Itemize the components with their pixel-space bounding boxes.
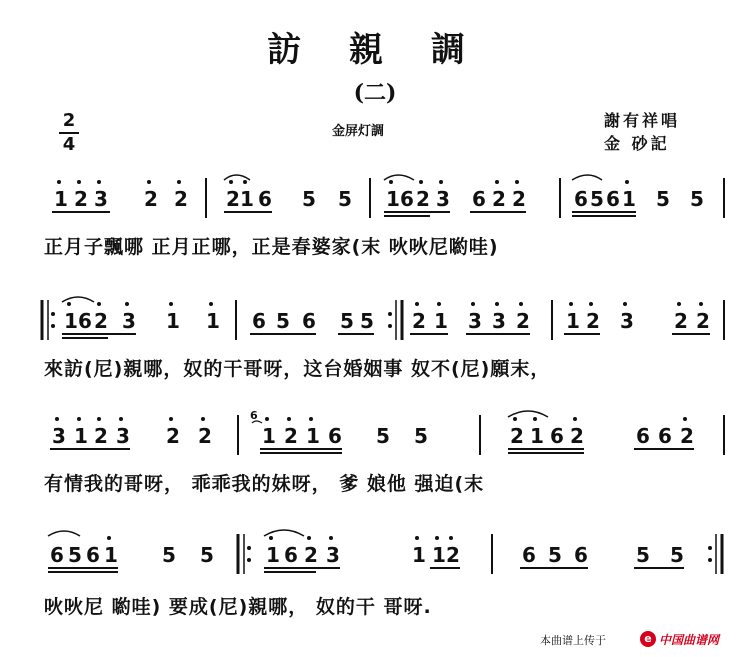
svg-text:3: 3 <box>620 309 634 333</box>
svg-text:2: 2 <box>492 187 506 211</box>
svg-text:6: 6 <box>550 424 564 448</box>
time-signature-top: 2 <box>62 110 76 131</box>
svg-text:6: 6 <box>606 187 620 211</box>
svg-text:3: 3 <box>116 424 130 448</box>
site-logo[interactable] <box>640 628 744 650</box>
svg-text:2: 2 <box>512 187 526 211</box>
svg-text:5: 5 <box>670 543 684 567</box>
svg-text:6: 6 <box>50 543 64 567</box>
svg-text:1: 1 <box>622 187 636 211</box>
svg-text:2: 2 <box>446 543 460 567</box>
svg-text:3: 3 <box>468 309 482 333</box>
source-note: 本曲谱上传于 <box>540 634 606 647</box>
svg-text:2: 2 <box>304 543 318 567</box>
svg-text:5: 5 <box>200 543 214 567</box>
svg-text:1: 1 <box>412 543 426 567</box>
svg-text:5: 5 <box>338 187 352 211</box>
svg-text:6: 6 <box>284 543 298 567</box>
svg-text:1: 1 <box>386 187 400 211</box>
svg-text:6: 6 <box>328 424 342 448</box>
svg-text:6: 6 <box>574 543 588 567</box>
svg-text:2: 2 <box>674 309 688 333</box>
svg-text:1: 1 <box>64 309 78 333</box>
svg-text:6: 6 <box>400 187 414 211</box>
song-title: 訪 親 調 <box>267 30 483 70</box>
svg-text:1: 1 <box>104 543 118 567</box>
svg-text:5: 5 <box>162 543 176 567</box>
svg-text:2: 2 <box>94 424 108 448</box>
svg-text:1: 1 <box>434 309 448 333</box>
svg-text:2: 2 <box>166 424 180 448</box>
lyric-line-1: 正月子飄哪 正月正哪，正是春婆家(末 吙吙尼喲哇) <box>44 236 499 258</box>
logo-text: 中国曲谱网 <box>659 632 720 647</box>
svg-text:3: 3 <box>436 187 450 211</box>
svg-text:3: 3 <box>326 543 340 567</box>
svg-text:2: 2 <box>696 309 710 333</box>
notation-row-1 <box>40 168 730 228</box>
svg-text:1: 1 <box>54 187 68 211</box>
time-signature-bottom: 4 <box>62 134 76 155</box>
svg-text:6: 6 <box>636 424 650 448</box>
svg-text:6: 6 <box>258 187 272 211</box>
svg-text:5: 5 <box>376 424 390 448</box>
svg-text:2: 2 <box>680 424 694 448</box>
svg-text:3: 3 <box>94 187 108 211</box>
svg-text:1: 1 <box>306 424 320 448</box>
svg-text:2: 2 <box>510 424 524 448</box>
svg-text:2: 2 <box>144 187 158 211</box>
svg-text:6: 6 <box>472 187 486 211</box>
svg-text:5: 5 <box>590 187 604 211</box>
svg-text:5: 5 <box>360 309 374 333</box>
svg-text:6: 6 <box>302 309 316 333</box>
svg-text:3: 3 <box>122 309 136 333</box>
svg-text:1: 1 <box>166 309 180 333</box>
svg-text:6: 6 <box>574 187 588 211</box>
svg-text:5: 5 <box>636 543 650 567</box>
svg-text:2: 2 <box>284 424 298 448</box>
singer-credit: 謝有祥唱 <box>604 111 681 130</box>
svg-text:5: 5 <box>276 309 290 333</box>
lyric-line-2: 來訪(尼)親哪，奴的干哥呀，这台婚姻事 奴不(尼)願末， <box>44 358 551 380</box>
svg-text:2: 2 <box>412 309 426 333</box>
svg-text:2: 2 <box>586 309 600 333</box>
svg-text:1: 1 <box>432 543 446 567</box>
svg-text:1: 1 <box>262 424 276 448</box>
svg-text:1: 1 <box>266 543 280 567</box>
svg-text:1: 1 <box>206 309 220 333</box>
svg-text:5: 5 <box>690 187 704 211</box>
svg-text:6: 6 <box>252 309 266 333</box>
svg-text:2: 2 <box>516 309 530 333</box>
lyric-line-3: 有情我的哥呀， 乖乖我的妹呀， 爹 娘他 强迫(末 <box>44 473 485 495</box>
svg-text:6: 6 <box>86 543 100 567</box>
svg-text:5: 5 <box>548 543 562 567</box>
svg-text:2: 2 <box>74 187 88 211</box>
time-signature <box>58 112 80 154</box>
svg-text:5: 5 <box>414 424 428 448</box>
svg-text:5: 5 <box>656 187 670 211</box>
notation-row-2 <box>40 290 730 350</box>
logo-mark-icon: e <box>640 631 656 647</box>
svg-text:1: 1 <box>566 309 580 333</box>
svg-text:2: 2 <box>94 309 108 333</box>
svg-text:2: 2 <box>198 424 212 448</box>
svg-text:2: 2 <box>226 187 240 211</box>
svg-text:2: 2 <box>416 187 430 211</box>
svg-text:6: 6 <box>658 424 672 448</box>
svg-text:5: 5 <box>68 543 82 567</box>
svg-text:6: 6 <box>250 409 258 422</box>
svg-text:1: 1 <box>74 424 88 448</box>
svg-text:1: 1 <box>530 424 544 448</box>
svg-text:6: 6 <box>78 309 92 333</box>
recorder-credit: 金 砂記 <box>604 134 670 153</box>
svg-text:1: 1 <box>240 187 254 211</box>
lyric-line-4: 吙吙尼 喲哇) 要成(尼)親哪， 奴的干 哥呀. <box>44 596 432 618</box>
svg-text:3: 3 <box>52 424 66 448</box>
tune-type: 金屏灯調 <box>332 124 385 139</box>
song-subtitle: (二) <box>353 80 397 106</box>
svg-text:3: 3 <box>492 309 506 333</box>
svg-text:5: 5 <box>340 309 354 333</box>
svg-text:5: 5 <box>302 187 316 211</box>
svg-text:2: 2 <box>174 187 188 211</box>
svg-text:2: 2 <box>570 424 584 448</box>
svg-text:6: 6 <box>522 543 536 567</box>
notation-row-3 <box>40 405 730 465</box>
notation-row-4 <box>40 524 730 584</box>
